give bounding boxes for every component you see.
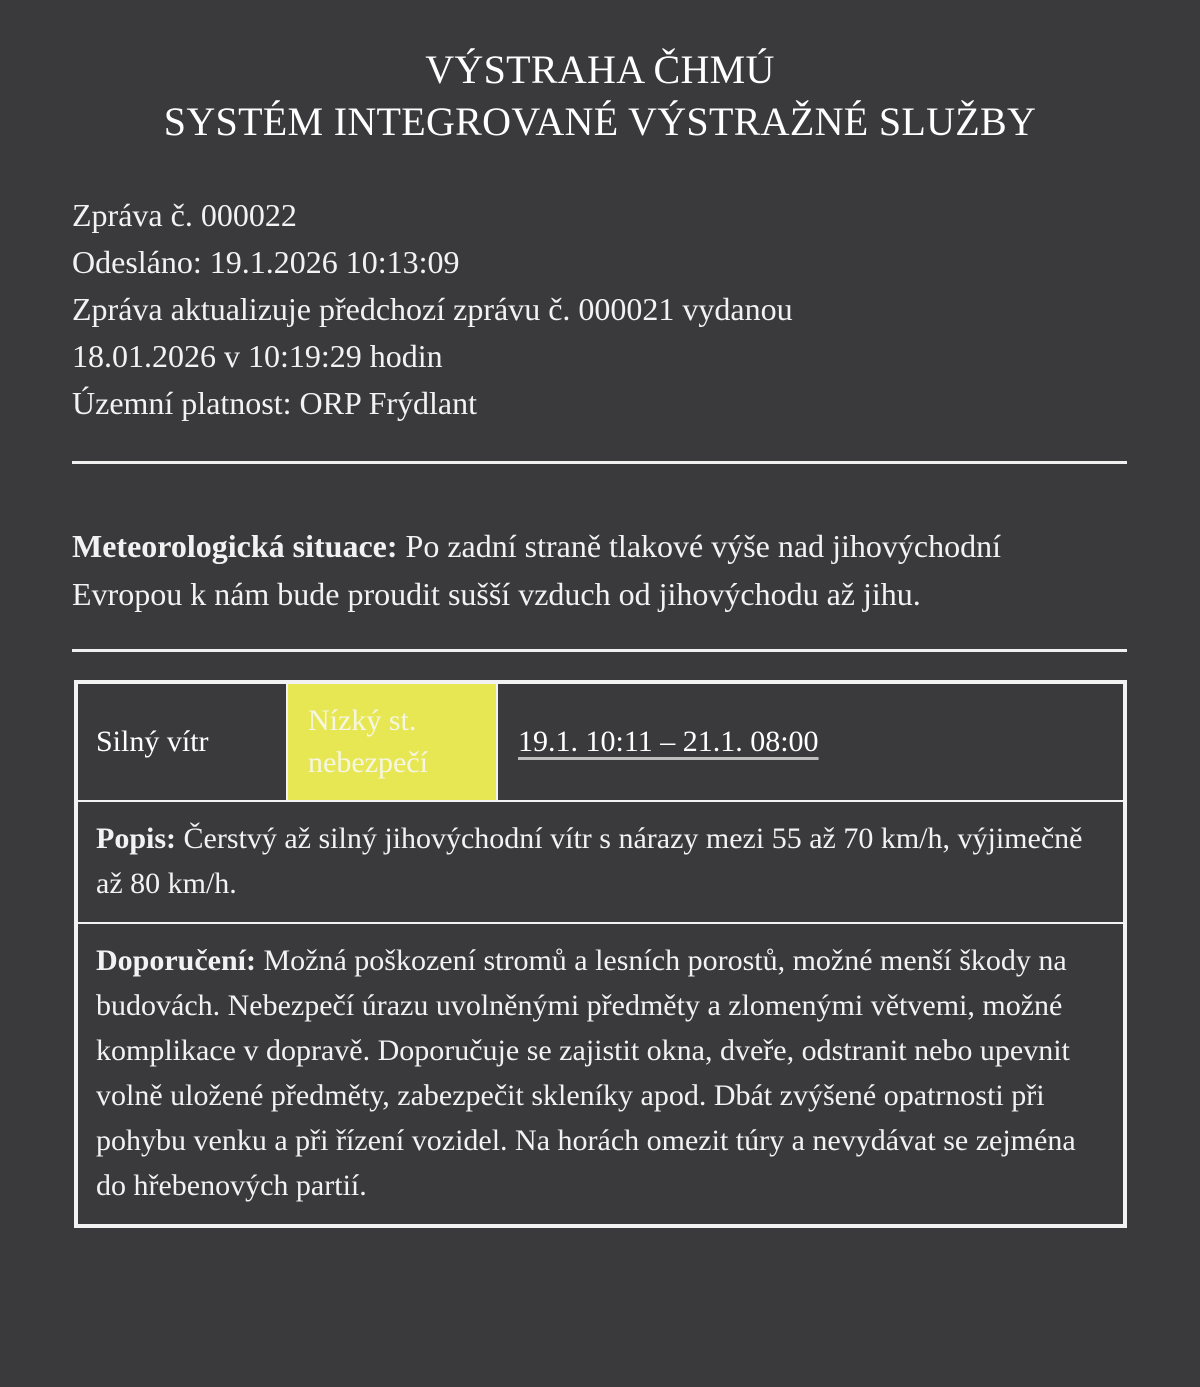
- warning-table: [74, 680, 1127, 1228]
- title-line-primary: VÝSTRAHA ČHMÚ: [425, 47, 775, 92]
- validity-time-cell: [497, 683, 1124, 801]
- recommendation-label: Doporučení:: [96, 944, 256, 977]
- updates-previous-line-2: 18.01.2026 v 10:19:29 hodin: [72, 338, 443, 374]
- description-cell: [77, 801, 1124, 923]
- divider-bottom: [72, 649, 1127, 652]
- meteorological-situation-text: Po zadní straně tlakové výše nad jihovýchodní Evropou k nám bude proudit sušší vzduch od jihovýchodu až jihu.: [72, 528, 1001, 612]
- recommendation-cell: [77, 923, 1124, 1225]
- table-row-recommendation: [77, 923, 1124, 1225]
- table-row-description: [77, 801, 1124, 923]
- updates-previous-line-1: Zpráva aktualizuje předchozí zprávu č. 000021 vydanou: [72, 291, 793, 327]
- description-label: Popis:: [96, 822, 177, 855]
- document-header: [0, 0, 1200, 148]
- message-metadata: [0, 192, 1200, 427]
- danger-level-badge: Nízký st. nebezpečí: [287, 683, 497, 801]
- title-line-secondary: SYSTÉM INTEGROVANÉ VÝSTRAŽNÉ SLUŽBY: [163, 99, 1037, 144]
- meteorological-situation-label: Meteorologická situace:: [72, 528, 398, 564]
- territorial-validity: Územní platnost: ORP Frýdlant: [72, 385, 478, 421]
- meteorological-situation: [0, 522, 1200, 618]
- description-text: Čerstvý až silný jihovýchodní vítr s nárazy mezi 55 až 70 km/h, výjimečně až 80 km/h.: [96, 822, 1083, 900]
- message-number: Zpráva č. 000022: [72, 197, 297, 233]
- recommendation-text: Možná poškození stromů a lesních porostů, možné menší škody na budovách. Nebezpečí úrazu uvolněnými předměty a zlomenými větvemi, možné komplikace v dopravě. Doporučuje se zajistit okna, dveře, odstranit nebo upevnit volně uložené předměty, zabezpečit skleníky apod. Dbát zvýšené opatrnosti při pohybu venku a při řízení vozidel. Na horách omezit túry a nevydávat se zejména do hřebenových partií.: [96, 944, 1076, 1202]
- validity-time-value: 19.1. 10:11 – 21.1. 08:00: [518, 725, 819, 758]
- sent-timestamp: Odesláno: 19.1.2026 10:13:09: [72, 244, 460, 280]
- phenomenon-cell: Silný vítr: [77, 683, 287, 801]
- divider-top: [72, 461, 1127, 464]
- table-row-summary: [77, 683, 1124, 801]
